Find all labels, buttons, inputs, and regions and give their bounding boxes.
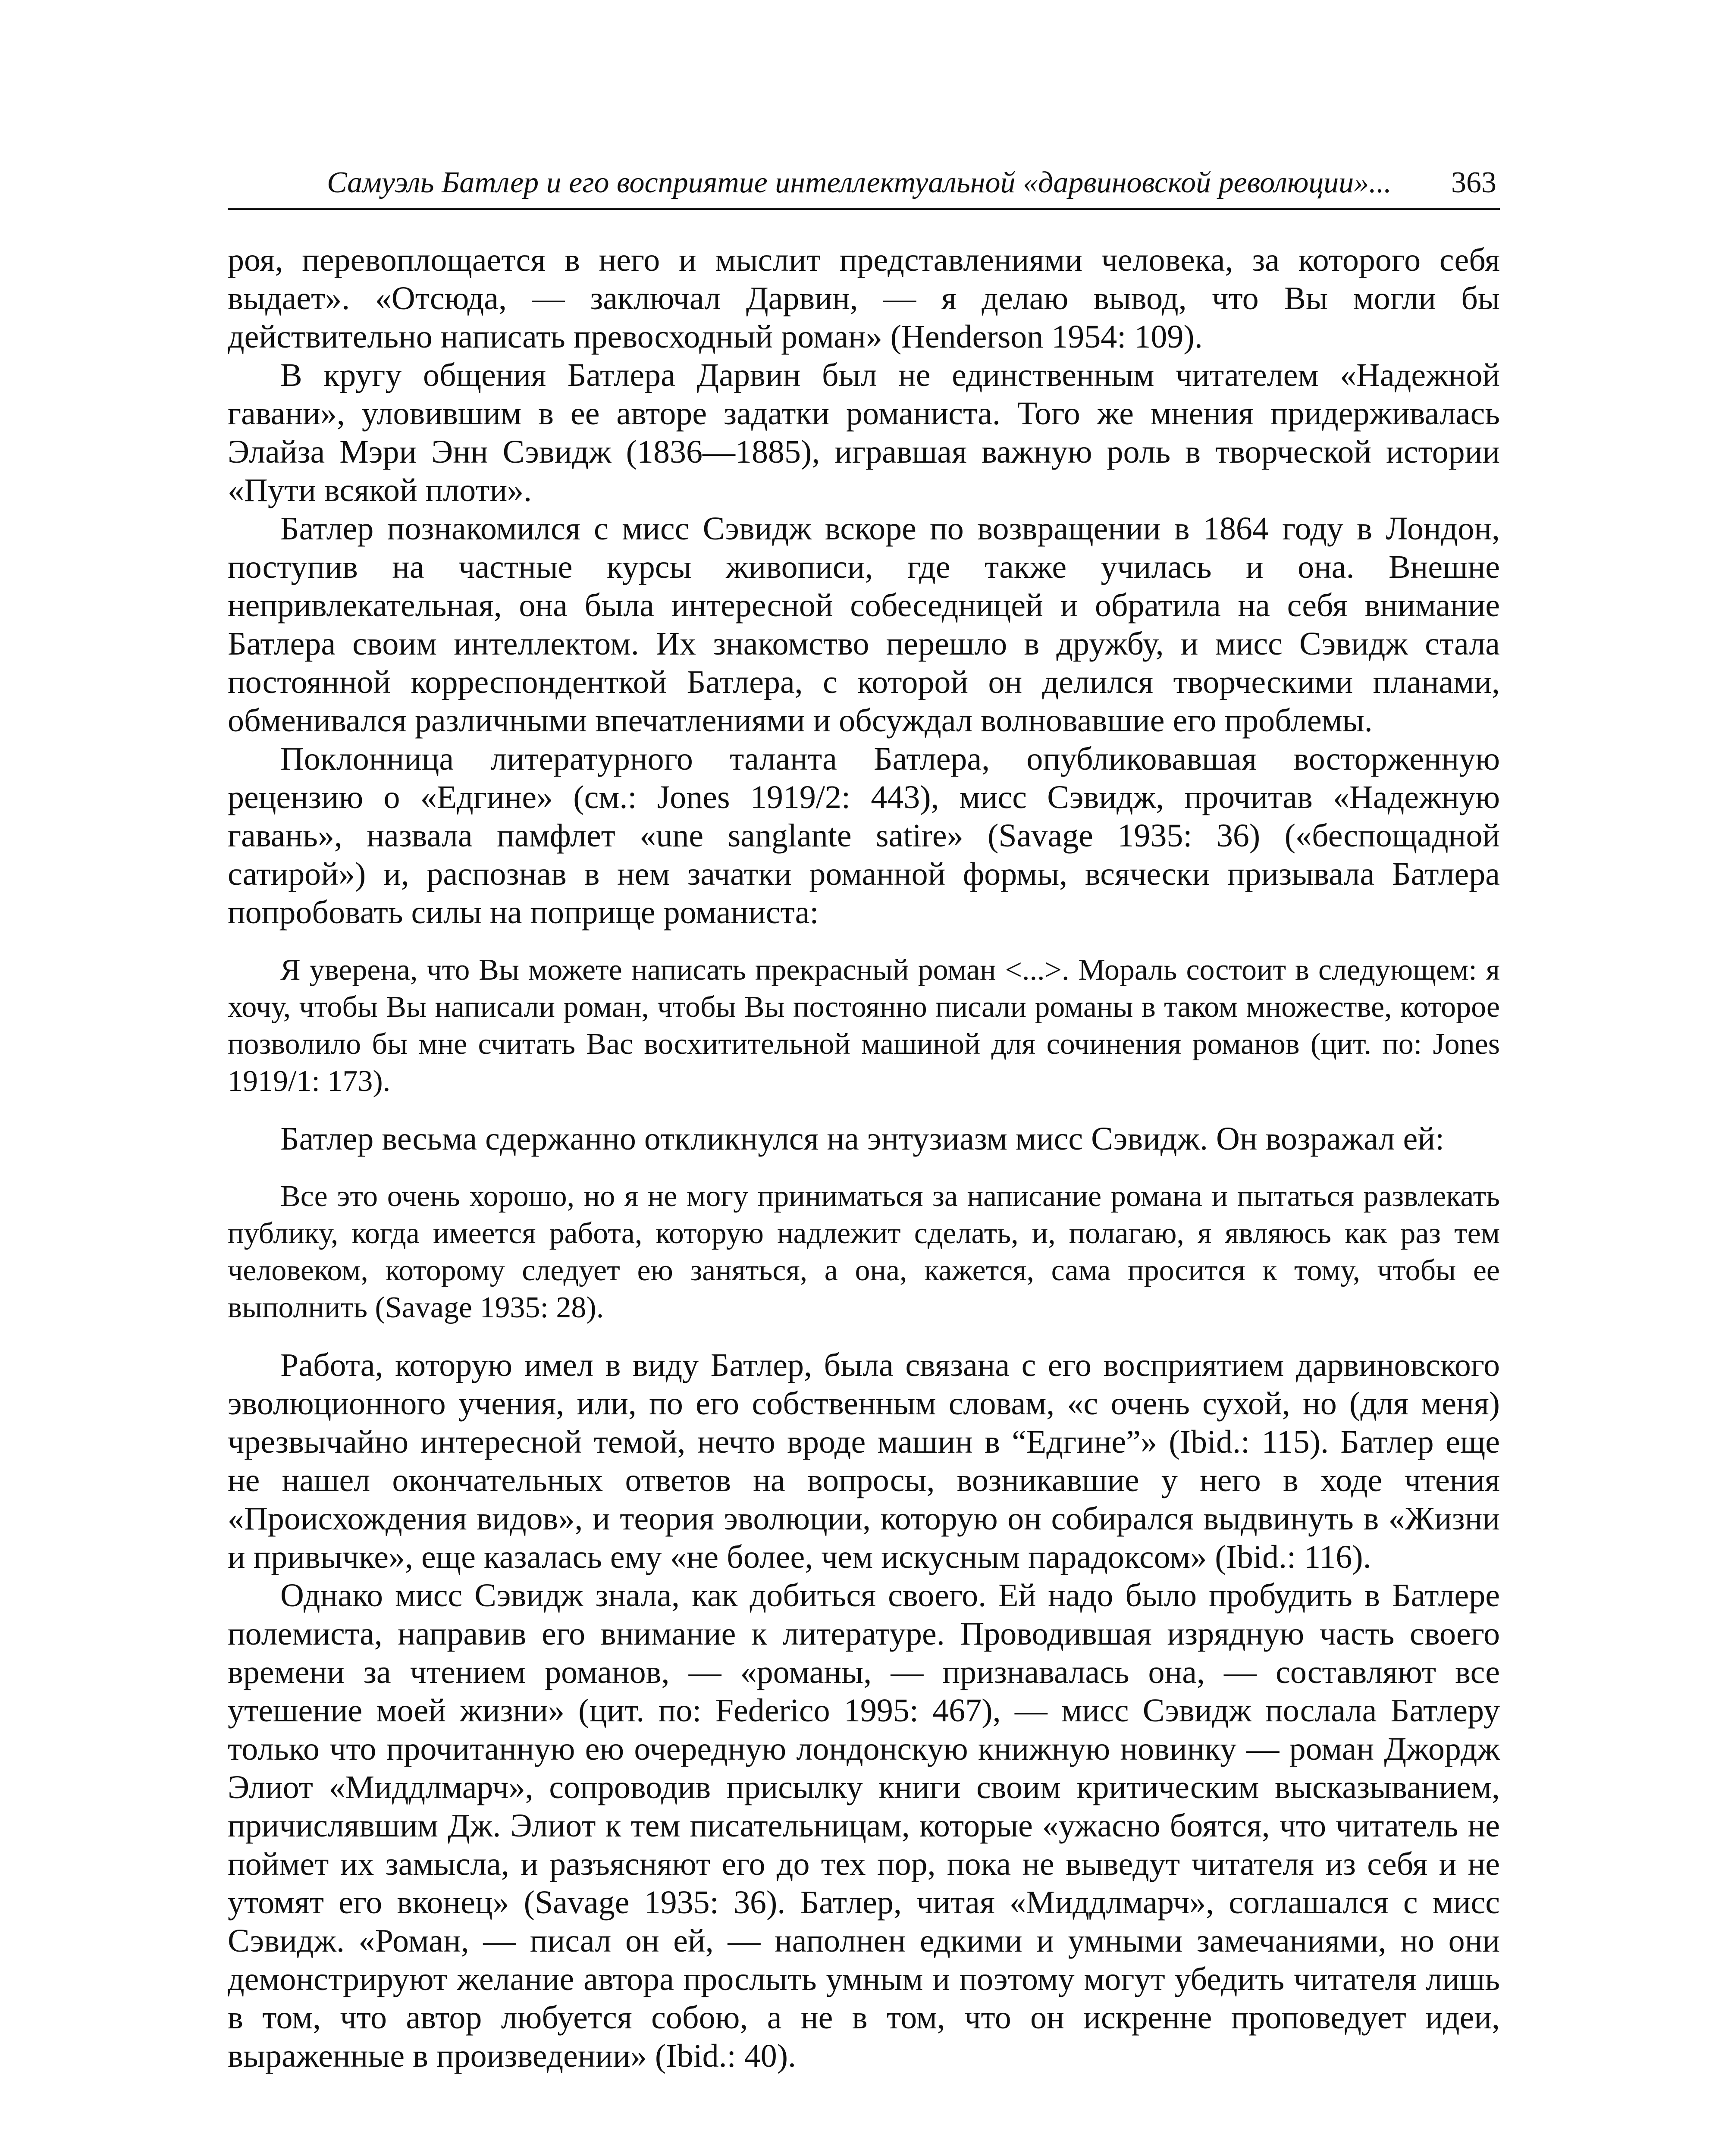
paragraph-2: В кругу общения Батлера Дарвин был не единственным читателем «Надежной гавани», уловившим в ее авторе задатки романиста. Того же мнения придерживалась Элайза Мэри Энн Сэвидж (1836—1885), игравшая важную роль в творческой истории «Пути всякой плоти». [228,357,1500,508]
block-quote-2: Все это очень хорошо, но я не могу приниматься за написание романа и пытаться развлекать публику, когда имеется работа, которую надлежит сделать, и, полагаю, я являюсь как раз тем человеком, которому следует ею заняться, а она, кажется, сама просится к тому, чтобы ее выполнить (Savage 1935: 28). [228,1180,1500,1324]
running-head [228,164,1500,210]
paragraph-5: Батлер весьма сдержанно откликнулся на энтузиазм мисс Сэвидж. Он возражал ей: [280,1121,1445,1157]
paragraph-3: Батлер познакомился с мисс Сэвидж вскоре по возвращении в 1864 году в Лондон, поступив на частные курсы живописи, где также училась и она. Внешне непривлекательная, она была интересной собеседницей и обратила на себя внимание Батлера своим интеллектом. Их знакомство перешло в дружбу, и мисс Сэвидж стала постоянной корреспонденткой Батлера, с которой он делился творческими планами, обменивался различными впечатлениями и обсуждал волновавшие его проблемы. [228,511,1500,739]
running-title: Самуэль Батлер и его восприятие интеллектуальной «дарвиновской революции»... [327,166,1392,199]
body-text [228,241,1500,2075]
block-quote-1: Я уверена, что Вы можете написать прекрасный роман <...>. Мораль состоит в следующем: я хочу, чтобы Вы написали роман, чтобы Вы постоянно писали романы в таком множестве, которое позволило бы мне считать Вас восхитительной машиной для сочинения романов (цит. по: Jones 1919/1: 173). [228,953,1500,1098]
paragraph-7: Однако мисс Сэвидж знала, как добиться своего. Ей надо было пробудить в Батлере полемиста, направив его внимание к литературе. Проводившая изрядную часть своего времени за чтением романов, — «романы, — признавалась она, — составляют все утешение моей жизни» (цит. по: Federico 1995: 467), — мисс Сэвидж послала Батлеру только что прочитанную ею очередную лондонскую книжную новинку — роман Джордж Элиот «Миддлмарч», сопроводив присылку книги своим критическим высказыванием, причислявшим Дж. Элиот к тем писательницам, которые «ужасно боятся, что читатель не поймет их замысла, и разъясняют его до тех пор, пока не выведут читателя из себя и не утомят его вконец» (Savage 1935: 36). Батлер, читая «Миддлмарч», соглашался с мисс Сэвидж. «Роман, — писал он ей, — наполнен едкими и умными замечаниями, но они демонстрируют желание автора прослыть умным и поэтому могут убедить читателя лишь в том, что автор любуется собою, а не в том, что он искренне проповедует идеи, выраженные в произведении» (Ibid.: 40). [228,1577,1500,2074]
paragraph-6: Работа, которую имел в виду Батлер, была связана с его восприятием дарвиновского эволюционного учения, или, по его собственным словам, «с очень сухой, но (для меня) чрезвычайно интересной темой, нечто вроде машин в “Едгине”» (Ibid.: 115). Батлер еще не нашел окончательных ответов на вопросы, возникавшие у него в ходе чтения «Происхождения видов», и теория эволюции, которую он собирался выдвинуть в «Жизни и привычке», еще казалась ему «не более, чем искусным парадоксом» (Ibid.: 116). [228,1347,1500,1575]
paragraph-4: Поклонница литературного таланта Батлера, опубликовавшая восторженную рецензию о «Едгине» (см.: Jones 1919/2: 443), мисс Сэвидж, прочитав «Надежную гавань», назвала памфлет «une sanglante satire» (Savage 1935: 36) («беспощадной сатирой») и, распознав в нем зачатки романной формы, всячески призывала Батлера попробовать силы на поприще романиста: [228,741,1500,931]
book-page [228,164,1500,2075]
paragraph-1: роя, перевоплощается в него и мыслит представлениями человека, за которого себя выдает». «Отсюда, — заключал Дарвин, — я делаю вывод, что Вы могли бы действительно написать превосходный роман» (Henderson 1954: 109). [228,242,1500,355]
page-number: 363 [1451,166,1496,199]
